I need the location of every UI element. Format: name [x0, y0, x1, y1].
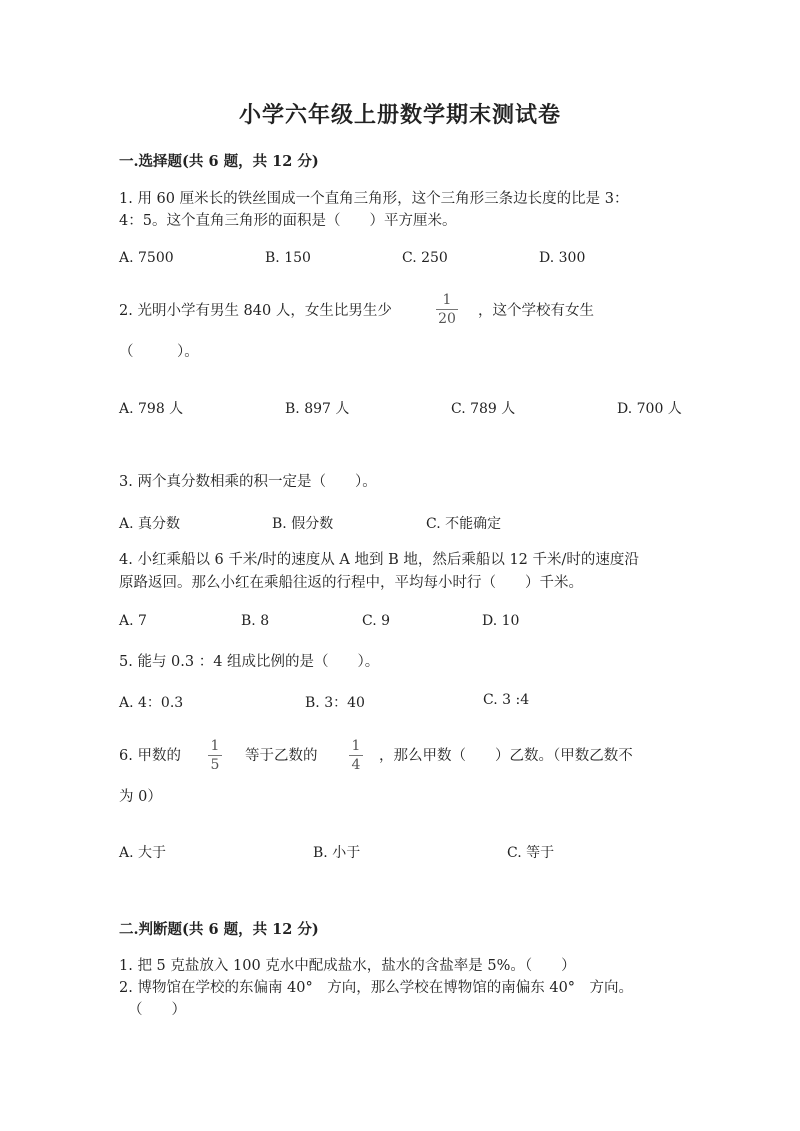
- q1-option-c: C. 250: [402, 250, 448, 266]
- question-3-text: 3. 两个真分数相乘的积一定是（ ）。: [119, 474, 377, 490]
- question-2-text: 2. 光明小学有男生 840 人，女生比男生少: [119, 303, 392, 319]
- q6-fraction-2-bar: [349, 755, 363, 756]
- question-5-text: 5. 能与 0.3 ：4 组成比例的是（ ）。: [119, 654, 380, 670]
- q1-option-b: B. 150: [265, 250, 311, 266]
- q6-option-a: A. 大于: [119, 845, 167, 861]
- question-2-line-2: （ ）。: [119, 344, 199, 360]
- judgment-1-text: 1. 把 5 克盐放入 100 克水中配成盐水，盐水的含盐率是 5%。（ ）: [119, 958, 576, 974]
- q2-option-a: A. 798 人: [119, 401, 184, 417]
- q4-option-d: D. 10: [482, 613, 520, 629]
- question-1-line-2: 4：5。这个直角三角形的面积是（ ）平方厘米。: [119, 213, 457, 229]
- q2-fraction: [436, 292, 458, 327]
- q4-option-b: B. 8: [241, 613, 270, 629]
- question-6-line-2: 为 0）: [119, 789, 162, 805]
- q2-fraction-bar: [436, 309, 458, 310]
- q5-option-a: A. 4：0.3: [119, 695, 184, 711]
- question-2-text-after: ，这个学校有女生: [478, 303, 594, 319]
- question-1-line-1: 1. 用 60 厘米长的铁丝围成一个直角三角形，这个三角形三条边长度的比是 3：: [119, 191, 629, 207]
- q1-option-d: D. 300: [539, 250, 586, 266]
- q6-fraction-1: [208, 738, 222, 773]
- q6-fraction-1-denominator: 5: [210, 757, 220, 773]
- section-heading-choice: 一.选择题(共 6 题，共 12 分): [119, 153, 319, 170]
- q6-fraction-2: [349, 738, 363, 773]
- question-6-text-end: ，那么甲数（ ）乙数。（甲数乙数不: [379, 748, 633, 764]
- q2-fraction-denominator: 20: [438, 311, 456, 327]
- page-title: 小学六年级上册数学期末测试卷: [238, 102, 561, 128]
- q3-option-c: C. 不能确定: [426, 516, 502, 532]
- q6-fraction-1-bar: [208, 755, 222, 756]
- q5-option-c: C. 3 :4: [483, 692, 530, 708]
- q2-option-c: C. 789 人: [451, 401, 516, 417]
- q5-option-b: B. 3：40: [305, 695, 365, 711]
- q3-option-b: B. 假分数: [272, 516, 334, 532]
- q6-fraction-2-denominator: 4: [351, 757, 361, 773]
- section-heading-judgment: 二.判断题(共 6 题，共 12 分): [119, 921, 319, 938]
- q2-fraction-numerator: 1: [442, 292, 452, 308]
- q6-fraction-2-numerator: 1: [351, 738, 361, 754]
- q6-fraction-1-numerator: 1: [210, 738, 220, 754]
- judgment-2-line-1: 2. 博物馆在学校的东偏南 40° 方向，那么学校在博物馆的南偏东 40° 方向。: [119, 980, 634, 996]
- q1-option-a: A. 7500: [119, 250, 174, 266]
- q6-option-b: B. 小于: [313, 845, 361, 861]
- judgment-2-line-2: （ ）: [128, 1002, 186, 1018]
- q4-option-a: A. 7: [119, 613, 147, 629]
- q6-option-c: C. 等于: [507, 845, 555, 861]
- q2-option-d: D. 700 人: [617, 401, 682, 417]
- question-6-text: 6. 甲数的: [119, 748, 181, 764]
- question-4-line-2: 原路返回。那么小红在乘船往返的行程中，平均每小时行（ ）千米。: [119, 575, 583, 591]
- q3-option-a: A. 真分数: [119, 516, 181, 532]
- question-6-text-middle: 等于乙数的: [245, 748, 318, 764]
- q4-option-c: C. 9: [362, 613, 391, 629]
- q2-option-b: B. 897 人: [285, 401, 350, 417]
- question-4-line-1: 4. 小红乘船以 6 千米/时的速度从 A 地到 B 地，然后乘船以 12 千米/时的速度沿: [119, 552, 639, 568]
